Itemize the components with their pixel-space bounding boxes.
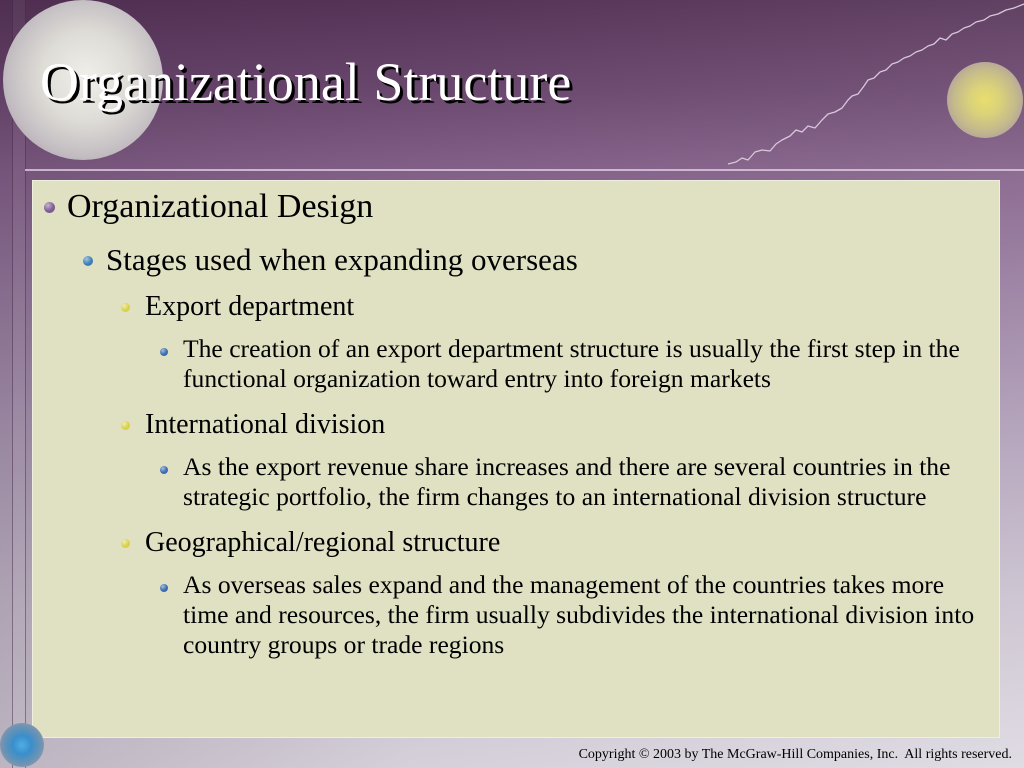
outline-heading-text: Organizational Design — [67, 188, 374, 225]
stage-name: Export department — [145, 291, 355, 322]
level3-bullet-icon — [121, 539, 130, 548]
stage-detail-international — [183, 452, 985, 512]
stage-detail-text: As the export revenue share increases and there are several countries in the strategic portfolio, the firm changes to an international division structure — [183, 452, 951, 511]
stage-name: Geographical/regional structure — [145, 527, 501, 558]
level4-bullet-icon — [160, 348, 168, 356]
slide-title: Organizational Structure — [40, 52, 572, 112]
level4-bullet-icon — [160, 584, 168, 592]
stage-item-export — [145, 290, 354, 324]
level1-bullet-icon — [44, 202, 55, 213]
sphere-top-right-decoration — [947, 62, 1023, 138]
level3-bullet-icon — [121, 303, 130, 312]
stage-detail-text: The creation of an export department structure is usually the first step in the functional organization toward entry into foreign markets — [183, 334, 960, 393]
copyright-footer: Copyright © 2003 by The McGraw-Hill Companies, Inc. All rights reserved. — [578, 747, 1012, 762]
stage-item-international — [145, 408, 385, 442]
level4-bullet-icon — [160, 466, 168, 474]
level2-bullet-icon — [83, 256, 93, 266]
stage-name: International division — [145, 409, 386, 440]
sphere-bottom-left-decoration — [0, 723, 44, 767]
stage-item-regional — [145, 526, 500, 560]
outline-item-heading — [67, 187, 373, 227]
outline-subheading-text: Stages used when expanding overseas — [106, 242, 578, 277]
level3-bullet-icon — [121, 421, 130, 430]
stage-detail-regional — [183, 570, 985, 660]
stage-detail-text: As overseas sales expand and the management of the countries takes more time and resources, the firm usually subdivides the international division into country groups or trade regions — [183, 570, 975, 659]
outline-item-subheading — [106, 242, 578, 278]
stage-detail-export — [183, 334, 985, 394]
